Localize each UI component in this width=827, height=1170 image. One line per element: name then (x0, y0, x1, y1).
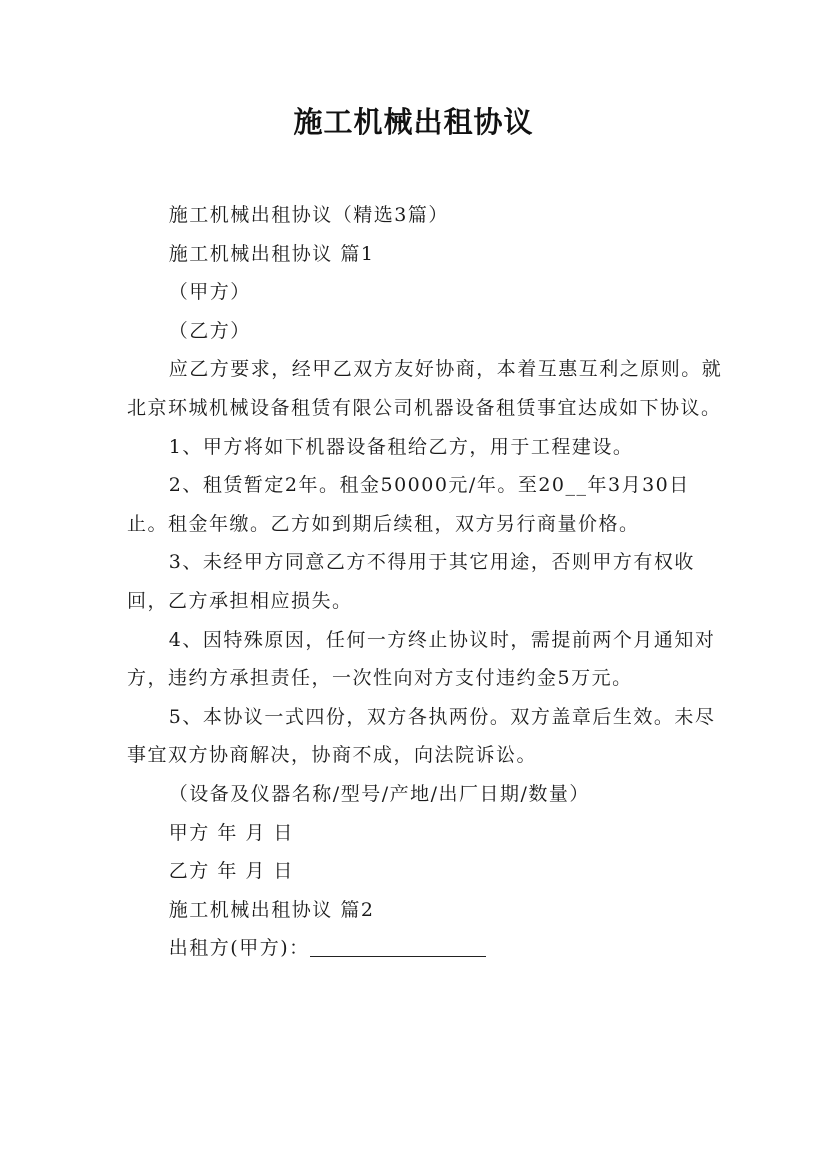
paragraph-7: 2、租赁暂定2年。租金50000元/年。至20__年3月30日止。租金年缴。乙方如到期后续租，双方另行商量价格。 (127, 474, 690, 535)
paragraph-4: （乙方） (168, 319, 251, 342)
paragraph-14: 施工机械出租协议 篇2 (168, 898, 375, 921)
paragraph-1: 施工机械出租协议（精选3篇） (168, 204, 449, 226)
paragraph-15 (127, 929, 727, 968)
paragraph-12: 甲方 年 月 日 (168, 821, 294, 844)
paragraph-13: 乙方 年 月 日 (168, 860, 294, 883)
paragraph-9: 4、因特殊原因，任何一方终止协议时，需提前两个月通知对方，违约方承担责任，一次性向对方支付违约金5万元。 (127, 628, 716, 690)
document-body (127, 196, 727, 968)
document-title: 施工机械出租协议 (293, 105, 534, 139)
paragraph-11: （设备及仪器名称/型号/产地/出厂日期/数量） (168, 782, 590, 805)
paragraph-3: （甲方） (168, 281, 251, 304)
paragraph-8: 3、未经甲方同意乙方不得用于其它用途，否则甲方有权收回，乙方承担相应损失。 (127, 551, 695, 612)
paragraph-10: 5、本协议一式四份，双方各执两份。双方盖章后生效。未尽事宜双方协商解决，协商不成，向法院诉讼。 (127, 705, 716, 767)
paragraph-5: 应乙方要求，经甲乙双方友好协商，本着互惠互利之原则。就北京环城机械设备租赁有限公司机器设备租赁事宜达成如下协议。 (127, 358, 723, 419)
signature-blank-line (310, 936, 486, 957)
lessor-label: 出租方(甲方)： (168, 937, 310, 960)
paragraph-6: 1、甲方将如下机器设备租给乙方，用于工程建设。 (168, 435, 634, 458)
paragraph-2: 施工机械出租协议 篇1 (168, 242, 375, 265)
